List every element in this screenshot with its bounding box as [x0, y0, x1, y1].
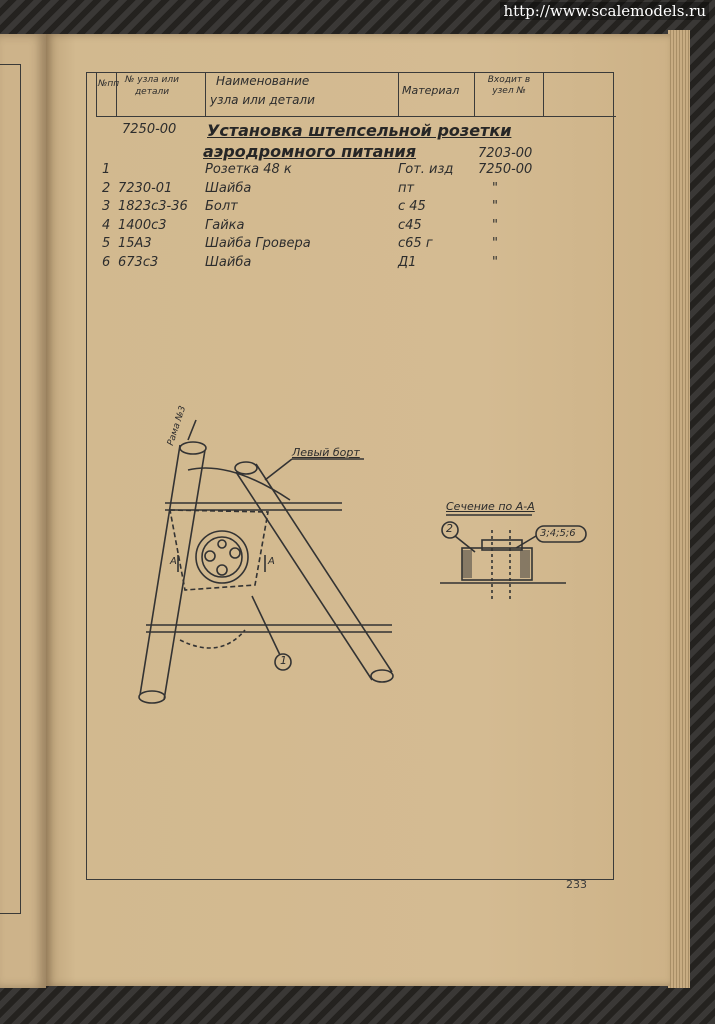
row-name: Шайба — [205, 254, 252, 270]
row-part-of: 7250-00 — [478, 162, 533, 177]
row-code: 15А3 — [118, 236, 152, 251]
row-num: 6 — [102, 254, 111, 270]
header-num: №пп — [98, 79, 120, 89]
row-material: с45 — [398, 217, 422, 233]
diagonal-tube-end — [235, 462, 257, 474]
row-code: 7230-01 — [118, 180, 173, 196]
row-num: 1 — [102, 162, 111, 177]
label-left-side: Левый борт — [292, 446, 360, 459]
section-mark-a-left: А — [170, 556, 177, 567]
row-part-of: " — [492, 217, 498, 233]
assembly-title-2: аэродромного питания — [203, 142, 417, 161]
row-name: Розетка 48 к — [205, 162, 292, 177]
assembly-title-1: Установка штепсельной розетки — [207, 121, 512, 140]
row-name: Гайка — [205, 217, 245, 233]
row-part-of: " — [492, 199, 498, 214]
row-part-of: " — [492, 254, 498, 270]
callout-2: 2 — [446, 522, 453, 535]
section-mark-a-right: А — [268, 556, 275, 567]
row-part-of: " — [492, 236, 498, 251]
row-name: Болт — [205, 199, 238, 214]
row-num: 2 — [102, 180, 111, 196]
row-name: Шайба Гровера — [205, 236, 311, 251]
header-name-2: узла или детали — [210, 93, 315, 107]
header-name-1: Наименование — [216, 74, 310, 88]
row-material: пт — [398, 180, 415, 196]
row-code: 1823с3-36 — [118, 199, 188, 214]
frame-tube-end — [180, 442, 206, 454]
row-part-of: " — [492, 180, 498, 196]
assembly-parent: 7203-00 — [478, 146, 533, 161]
row-material: Гот. изд — [398, 162, 454, 177]
row-material: с 45 — [398, 199, 426, 214]
label-section: Сечение по А-А — [446, 500, 535, 513]
watermark-url[interactable]: http://www.scalemodels.ru — [500, 2, 709, 20]
assembly-code: 7250-00 — [122, 122, 177, 137]
header-material: Материал — [402, 84, 460, 97]
callout-1: 1 — [280, 654, 287, 667]
row-code: 1400с3 — [118, 217, 167, 233]
header-part-of: Входит в узел № — [487, 75, 531, 96]
row-material: Д1 — [398, 254, 417, 270]
row-material: с65 г — [398, 236, 433, 251]
diagonal-tube-end — [371, 670, 393, 682]
row-name: Шайба — [205, 180, 252, 196]
row-num: 5 — [102, 236, 111, 251]
row-code: 673с3 — [118, 254, 159, 270]
frame-tube-end — [139, 691, 165, 703]
header-node: № узла или детали — [125, 75, 179, 97]
label-frame: Рама №3 — [166, 404, 189, 448]
frame-tube-edge — [164, 450, 205, 700]
diagonal-tube-edge — [256, 464, 392, 672]
row-num: 4 — [102, 217, 111, 233]
row-num: 3 — [102, 199, 111, 214]
frame-tube-edge — [140, 445, 180, 695]
page-number: 233 — [566, 878, 587, 891]
callout-3456-label: 3;4;5;6 — [540, 528, 576, 539]
